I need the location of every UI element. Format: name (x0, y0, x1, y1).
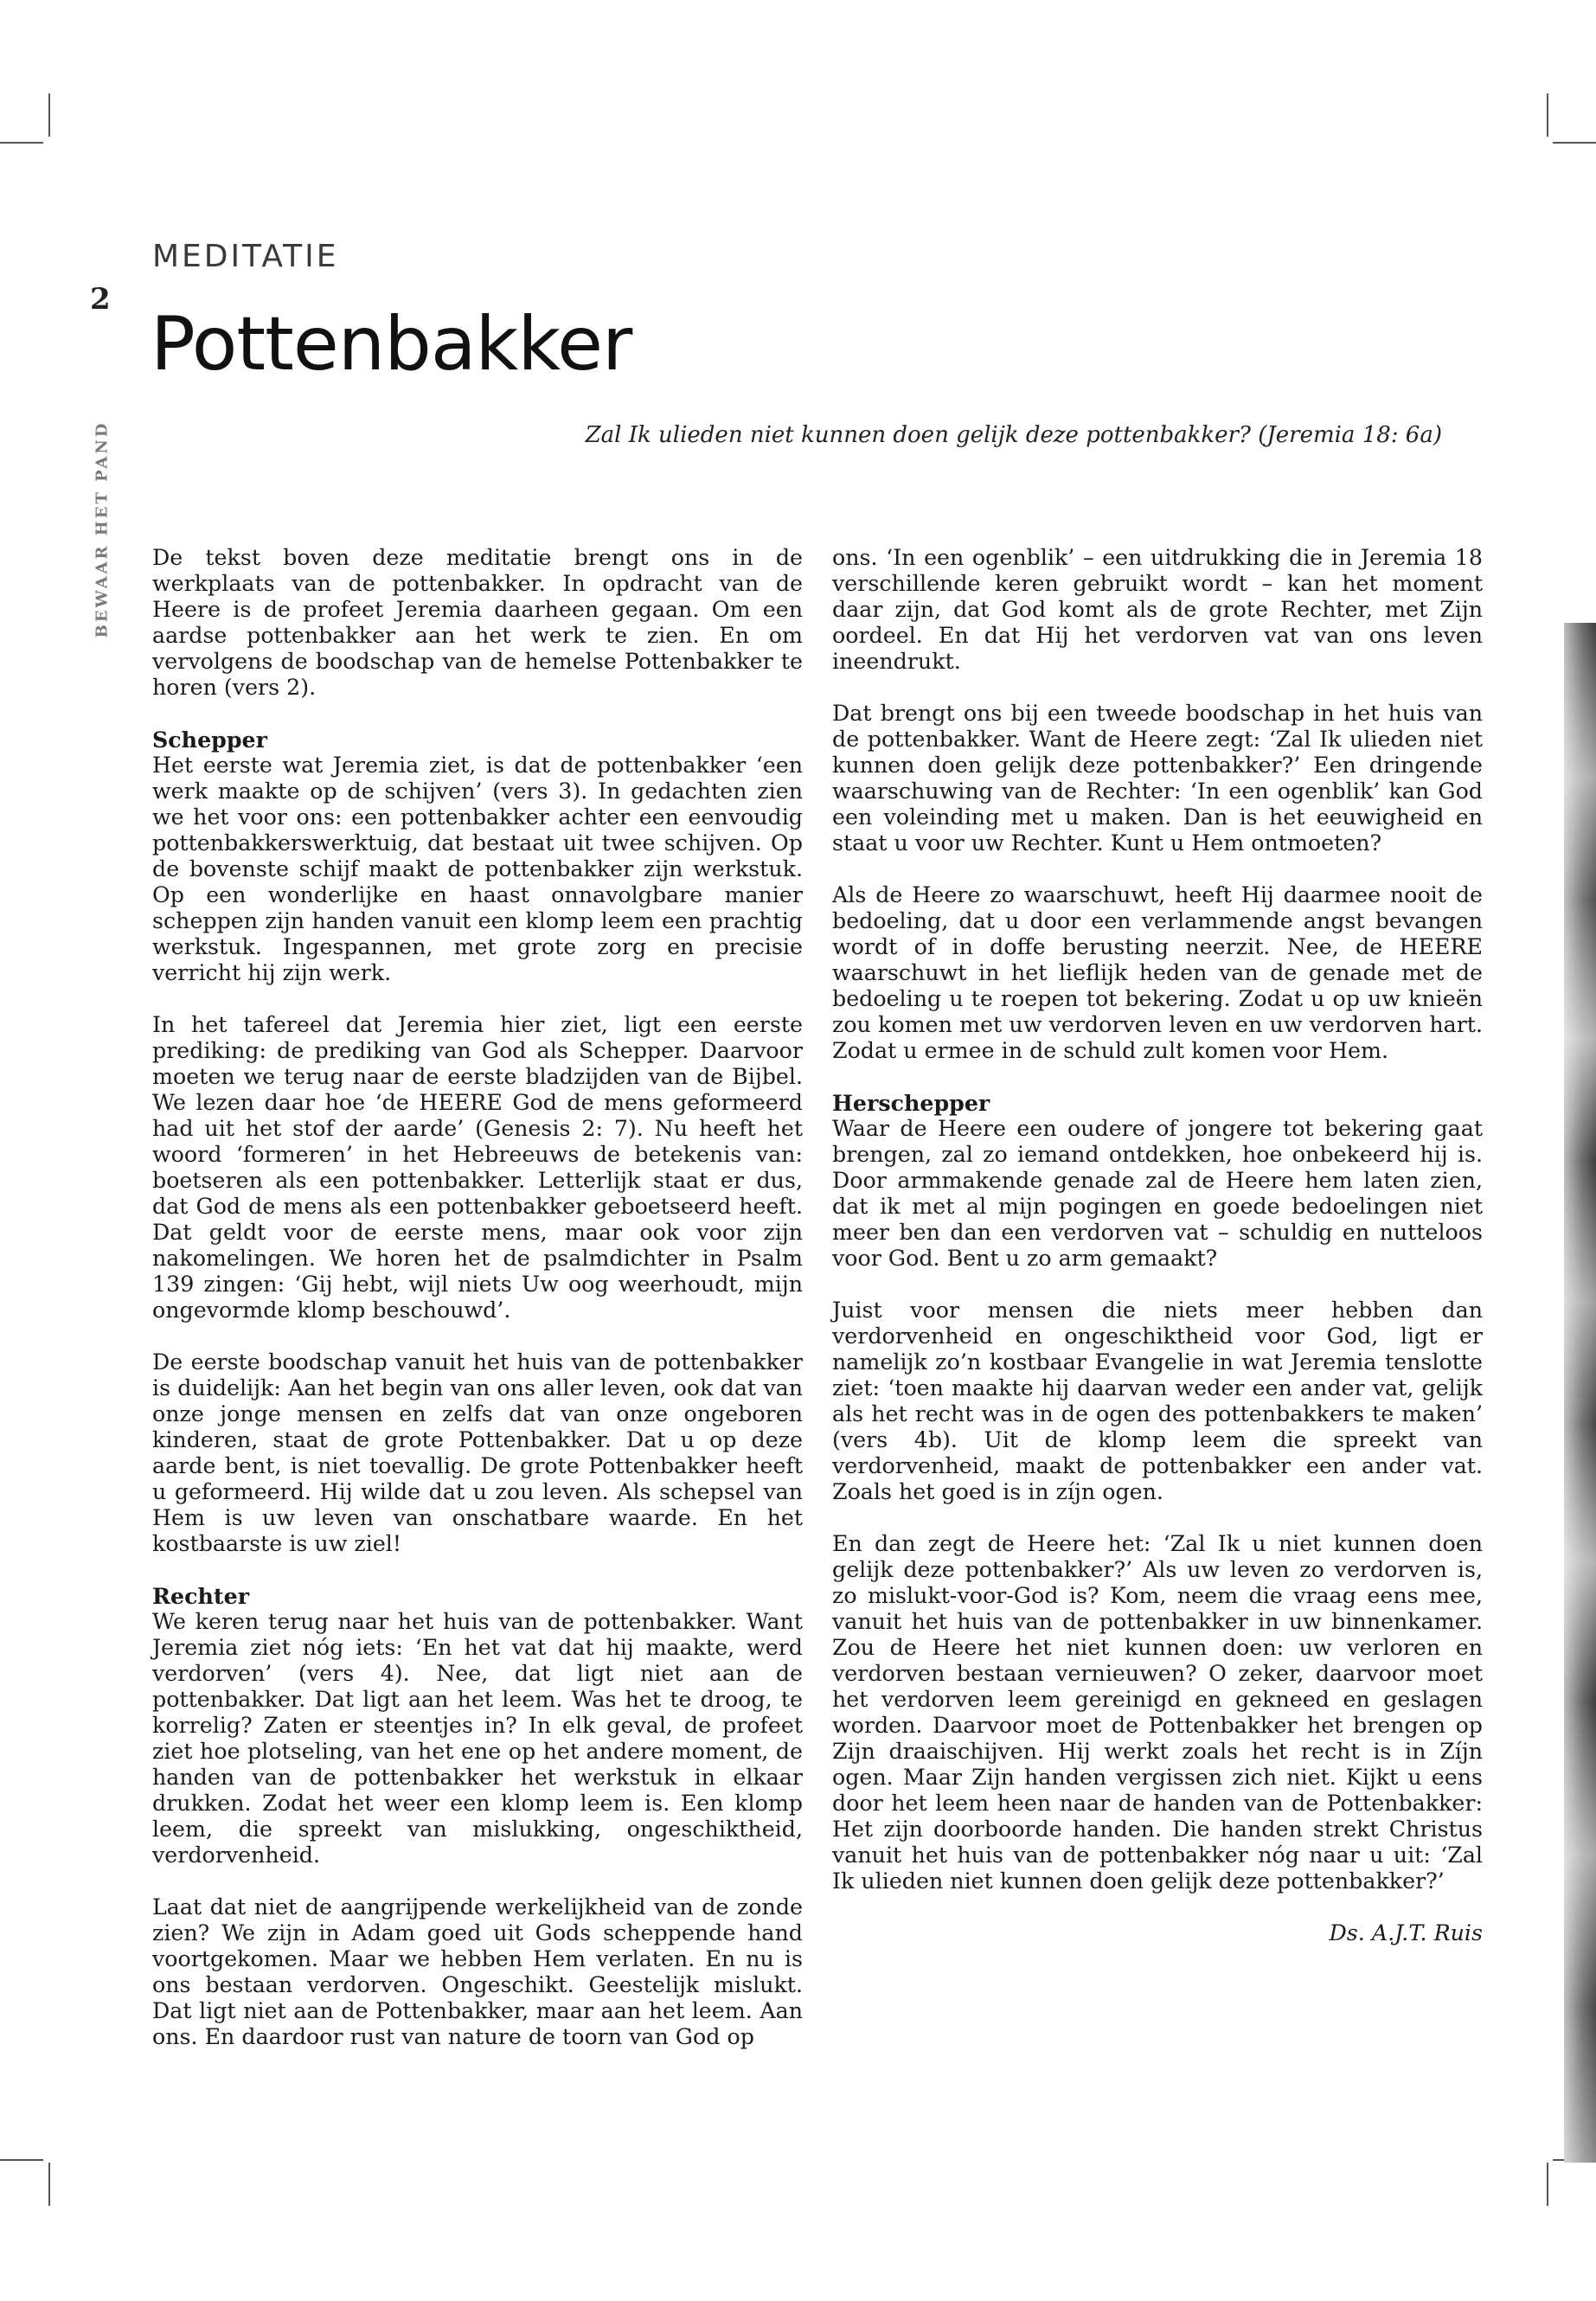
section-heading-rechter: Rechter (152, 1583, 250, 1609)
author-signature: Ds. A.J.T. Ruis (1329, 1920, 1483, 1945)
paragraph: Als de Heere zo waarschuwt, heeft Hij daarmee nooit de bedoeling, dat u door een verlammende angst bevangen wordt of in doffe berusting neerzit. Nee, de HEERE waarschuwt in het lieflijk heden van de genade met de bedoeling u te roepen tot bekering. Zodat u op uw knieën zou komen met uw verdorven leven en uw verdorven hart. Zodat u ermee in de schuld zult komen voor Hem. (832, 882, 1483, 1063)
paragraph: Juist voor mensen die niets meer hebben dan verdorvenheid en ongeschiktheid voor God, ligt er namelijk zo’n kostbaar Evangelie in wat Jeremia tenslotte ziet: ‘toen maakte hij daarvan weder een ander vat, gelijk als het recht was in de ogen des pottenbakkers te maken’ (vers 4b). Uit de klomp leem die spreekt van verdorvenheid, maakt de pottenbakker een ander vat. Zoals het goed is in zíjn ogen. (832, 1298, 1483, 1504)
paragraph: Dat brengt ons bij een tweede boodschap in het huis van de pottenbakker. Want de Heere zegt: ‘Zal Ik ulieden niet kunnen doen gelijk deze pottenbakker?’ Een dringende waarschuwing van de Rechter: ‘In een ogenblik’ kan God een voleinding met u maken. Dan is het eeuwigheid en staat u voor uw Rechter. Kunt u Hem ontmoeten? (832, 701, 1483, 856)
crop-mark (48, 2163, 50, 2206)
photo-edge-strip (1564, 623, 1596, 2163)
epigraph-quote: Zal Ik ulieden niet kunnen doen gelijk deze pottenbakker? (Jeremia 18: 6a) (585, 422, 1442, 448)
left-column (152, 545, 803, 2076)
publication-name: BEWAAR HET PAND (93, 420, 112, 638)
crop-mark (1553, 142, 1596, 144)
paragraph: ons. ‘In een ogenblik’ – een uitdrukking die in Jeremia 18 verschillende keren gebruikt wordt – kan het moment daar zijn, dat God komt als de grote Rechter, met Zijn oordeel. En dat Hij het verdorven vat van ons leven ineendrukt. (832, 545, 1483, 674)
crop-mark (1547, 93, 1548, 137)
paragraph: Het eerste wat Jeremia ziet, is dat de pottenbakker ‘een werk maakte op de schijven’ (vers 3). In gedachten zien we het voor ons: een pottenbakker achter een eenvoudig pottenbakkerswerktuig, dat bestaat uit twee schijven. Op de bovenste schijf maakt de pottenbakker zijn werkstuk. Op een wonderlijke en haast onnavolgbare manier scheppen zijn handen vanuit een klomp leem een prachtig werkstuk. Ingespannen, met grote zorg en precisie verricht hij zijn werk. (152, 753, 803, 985)
crop-mark (0, 2159, 43, 2161)
section-kicker: MEDITATIE (152, 239, 339, 274)
paragraph: Laat dat niet de aangrijpende werkelijkheid van de zonde zien? We zijn in Adam goed uit Gods scheppende hand voortgekomen. Maar we hebben Hem verlaten. En nu is ons bestaan verdorven. Ongeschikt. Geestelijk mislukt. Dat ligt niet aan de Pottenbakker, maar aan het leem. Aan ons. En daardoor rust van nature de toorn van God op (152, 1894, 803, 2049)
paragraph: Waar de Heere een oudere of jongere tot bekering gaat brengen, zal zo iemand ontdekken, hoe onbekeerd hij is. Door armmakende genade zal de Heere hem laten zien, dat ik met al mijn pogingen en goede bedoelingen niet meer ben dan een verdorven vat – schuldig en nutteloos voor God. Bent u zo arm gemaakt? (832, 1116, 1483, 1271)
crop-mark (48, 93, 50, 137)
right-column (832, 545, 1483, 1972)
paragraph: En dan zegt de Heere het: ‘Zal Ik u niet kunnen doen gelijk deze pottenbakker?’ Als uw leven zo verdorven is, zo mislukt-voor-God is? Kom, neem die vraag eens mee, vanuit het huis van de pottenbakker in uw binnenkamer. Zou de Heere het niet kunnen doen: uw verloren en verdorven bestaan vernieuwen? O zeker, daarvoor moet het verdorven leem gereinigd en gekneed en geslagen worden. Daarvoor moet de Pottenbakker het brengen op Zijn draaischijven. Hij werkt zoals het recht is in Zíjn ogen. Maar Zijn handen vergissen zich niet. Kijkt u eens door het leem heen naar de handen van de Pottenbakker: Het zijn doorboorde handen. Die handen strekt Christus vanuit het huis van de pottenbakker nóg naar u uit: ‘Zal Ik ulieden niet kunnen doen gelijk deze pottenbakker?’ (832, 1531, 1483, 1894)
page-title: Pottenbakker (151, 301, 632, 388)
section-heading-schepper: Schepper (152, 727, 267, 753)
section-heading-herschepper: Herschepper (832, 1090, 990, 1116)
paragraph: We keren terug naar het huis van de pottenbakker. Want Jeremia ziet nóg iets: ‘En het vat dat hij maakte, werd verdorven’ (vers 4). Nee, dat ligt niet aan de pottenbakker. Dat ligt aan het leem. Was het te droog, te korrelig? Zaten er steentjes in? In elk geval, de profeet ziet hoe plotseling, van het ene op het andere moment, de handen van de pottenbakker het werkstuk in elkaar drukken. Zodat het weer een klomp leem is. Een klomp leem, die spreekt van mislukking, ongeschiktheid, verdorvenheid. (152, 1609, 803, 1868)
paragraph: De tekst boven deze meditatie brengt ons in de werkplaats van de pottenbakker. In opdracht van de Heere is de profeet Jeremia daarheen gegaan. Om een aardse pottenbakker aan het werk te zien. En om vervolgens de boodschap van de hemelse Pottenbakker te horen (vers 2). (152, 545, 803, 700)
crop-mark (1547, 2163, 1548, 2206)
paragraph: De eerste boodschap vanuit het huis van de pottenbakker is duidelijk: Aan het begin van ons aller leven, ook dat van onze jonge mensen en zelfs dat van onze ongeboren kinderen, staat de grote Pottenbakker. Dat u op deze aarde bent, is niet toevallig. De grote Pottenbakker heeft u geformeerd. Hij wilde dat u zou leven. Als schepsel van Hem is uw leven van onschatbare waarde. En het kostbaarste is uw ziel! (152, 1349, 803, 1556)
crop-mark (0, 142, 43, 144)
paragraph: In het tafereel dat Jeremia hier ziet, ligt een eerste prediking: de prediking van God als Schepper. Daarvoor moeten we terug naar de eerste bladzijden van de Bijbel. We lezen daar hoe ‘de HEERE God de mens geformeerd had uit het stof der aarde’ (Genesis 2: 7). Nu heeft het woord ‘formeren’ in het Hebreeuws de betekenis van: boetseren als een pottenbakker. Letterlijk staat er dus, dat God de mens als een pottenbakker geboetseerd heeft. Dat geldt voor de eerste mens, maar ook voor zijn nakomelingen. We horen het de psalmdichter in Psalm 139 zingen: ‘Gij hebt, wijl niets Uw oog weerhoudt, mijn ongevormde klomp beschouwd’. (152, 1012, 803, 1323)
page-number: 2 (90, 282, 111, 317)
